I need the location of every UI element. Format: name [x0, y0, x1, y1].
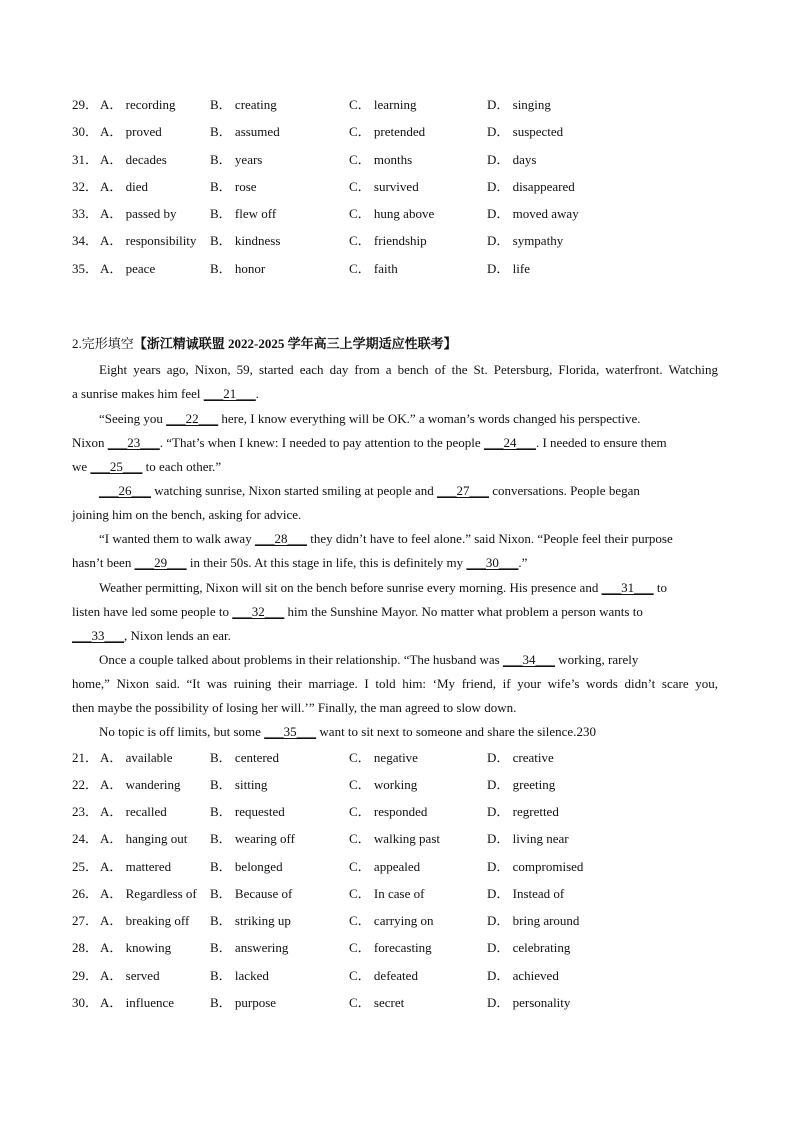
- option-a: A． responsibility: [100, 233, 197, 248]
- text: Nixon: [72, 435, 108, 450]
- option-d: D． singing: [487, 97, 551, 112]
- blank-27: ___27___: [436, 483, 489, 498]
- option-a: A． proved: [100, 124, 162, 139]
- passage-line: [72, 385, 722, 403]
- option-a: A． passed by: [100, 206, 177, 221]
- text: want to sit next to someone and share the silence.230: [316, 724, 596, 739]
- passage-line: [99, 579, 749, 597]
- passage-line: [99, 482, 749, 500]
- passage-line: [99, 651, 749, 669]
- blank-33: ___33___: [72, 628, 124, 643]
- passage-line: [72, 554, 722, 572]
- option-c: C． responded: [349, 804, 428, 819]
- option-b: B． lacked: [210, 968, 269, 983]
- text: Once a couple talked about problems in their relationship. “The husband was: [99, 652, 503, 667]
- passage-line: [99, 530, 749, 548]
- blank-31: ___31___: [601, 580, 654, 595]
- option-c: C． defeated: [349, 968, 418, 983]
- blank-21: ___21___: [203, 386, 256, 401]
- option-b: B． belonged: [210, 859, 283, 874]
- option-b: B． rose: [210, 179, 257, 194]
- option-c: C． negative: [349, 750, 418, 765]
- text: working, rarely: [554, 652, 639, 667]
- text: . “That’s when I knew: I needed to pay attention to the people: [159, 435, 484, 450]
- blank-29: ___29___: [134, 555, 187, 570]
- question-number: 22．: [72, 777, 99, 792]
- question-number: 32．: [72, 179, 99, 194]
- question-number: 29．: [72, 968, 99, 983]
- text: conversations. People began: [488, 483, 640, 498]
- option-d: D． days: [487, 152, 537, 167]
- blank-22: ___22___: [166, 411, 219, 426]
- option-b: B． honor: [210, 261, 266, 276]
- option-a: A． recording: [100, 97, 176, 112]
- blank-24: ___24___: [483, 435, 536, 450]
- option-a: A． decades: [100, 152, 167, 167]
- passage-line: then maybe the possibility of losing her will.’” Finally, the man agreed to slow down.: [72, 700, 517, 715]
- option-c: C． faith: [349, 261, 398, 276]
- option-b: B． sitting: [210, 777, 268, 792]
- question-number: 34．: [72, 233, 99, 248]
- text: . I needed to ensure them: [535, 435, 667, 450]
- passage-line: [72, 434, 722, 452]
- option-a: A． peace: [100, 261, 156, 276]
- text: to each other.”: [142, 459, 222, 474]
- option-d: D． living near: [487, 831, 569, 846]
- text: .”: [518, 555, 528, 570]
- blank-34: ___34___: [502, 652, 555, 667]
- option-c: C． In case of: [349, 886, 425, 901]
- option-d: D． moved away: [487, 206, 579, 221]
- option-b: B． purpose: [210, 995, 277, 1010]
- text: to: [653, 580, 667, 595]
- option-d: D． achieved: [487, 968, 559, 983]
- option-c: C． pretended: [349, 124, 426, 139]
- blank-28: ___28___: [254, 531, 307, 546]
- option-d: D． compromised: [487, 859, 584, 874]
- section-heading: [72, 335, 457, 353]
- blank-32: ___32___: [232, 604, 285, 619]
- option-b: B． requested: [210, 804, 285, 819]
- option-d: D． bring around: [487, 913, 580, 928]
- option-d: D． celebrating: [487, 940, 571, 955]
- text: they didn’t have to feel alone.” said Nixon. “People feel their purpose: [306, 531, 673, 546]
- option-c: C． months: [349, 152, 413, 167]
- blank-25: ___25___: [90, 459, 143, 474]
- option-a: A． wandering: [100, 777, 181, 792]
- option-c: C． walking past: [349, 831, 440, 846]
- question-number: 33．: [72, 206, 99, 221]
- option-a: A． served: [100, 968, 160, 983]
- option-a: A． died: [100, 179, 149, 194]
- text: .: [255, 386, 260, 401]
- option-d: D． suspected: [487, 124, 564, 139]
- text: watching sunrise, Nixon started smiling at people and: [151, 483, 437, 498]
- question-number: 24．: [72, 831, 99, 846]
- section-title: 2.完形填空: [72, 336, 134, 351]
- option-d: D． creative: [487, 750, 554, 765]
- question-number: 31．: [72, 152, 99, 167]
- blank-30: ___30___: [466, 555, 519, 570]
- option-a: A． recalled: [100, 804, 167, 819]
- option-d: D． Instead of: [487, 886, 565, 901]
- text: listen have led some people to: [72, 604, 233, 619]
- option-a: A． influence: [100, 995, 175, 1010]
- option-b: B． centered: [210, 750, 279, 765]
- question-number: 30．: [72, 124, 99, 139]
- text: a sunrise makes him feel: [72, 386, 204, 401]
- section-source: 【浙江精诚联盟 2022-2025 学年高三上学期适应性联考】: [133, 336, 457, 351]
- option-d: D． sympathy: [487, 233, 564, 248]
- passage-line: [72, 603, 722, 621]
- option-a: A． knowing: [100, 940, 172, 955]
- option-c: C． forecasting: [349, 940, 432, 955]
- passage-line: [72, 458, 722, 476]
- passage-line: [99, 410, 749, 428]
- question-number: 23．: [72, 804, 99, 819]
- text: “I wanted them to walk away: [99, 531, 255, 546]
- option-d: D． life: [487, 261, 530, 276]
- question-number: 21．: [72, 750, 99, 765]
- option-b: B． flew off: [210, 206, 277, 221]
- question-number: 26．: [72, 886, 99, 901]
- option-a: A． Regardless of: [100, 886, 197, 901]
- text: hasn’t been: [72, 555, 135, 570]
- text: we: [72, 459, 91, 474]
- question-number: 28．: [72, 940, 99, 955]
- option-d: D． disappeared: [487, 179, 575, 194]
- option-c: C． appealed: [349, 859, 421, 874]
- question-number: 27．: [72, 913, 99, 928]
- question-number: 29．: [72, 97, 99, 112]
- option-a: A． breaking off: [100, 913, 190, 928]
- option-a: A． available: [100, 750, 173, 765]
- text: “Seeing you: [99, 411, 167, 426]
- option-a: A． mattered: [100, 859, 172, 874]
- option-c: C． secret: [349, 995, 405, 1010]
- question-number: 30．: [72, 995, 99, 1010]
- text: here, I know everything will be OK.” a woman’s words changed his perspective.: [218, 411, 641, 426]
- passage-line: home,” Nixon said. “It was ruining their marriage. I told him: ‘My friend, if your wife’s words didn’t scare you,: [72, 676, 718, 691]
- blank-35: ___35___: [264, 724, 317, 739]
- option-b: B． years: [210, 152, 263, 167]
- option-b: B． striking up: [210, 913, 291, 928]
- question-number: 35．: [72, 261, 99, 276]
- option-c: C． friendship: [349, 233, 427, 248]
- option-b: B． assumed: [210, 124, 280, 139]
- text: No topic is off limits, but some: [99, 724, 265, 739]
- option-c: C． hung above: [349, 206, 435, 221]
- text: in their 50s. At this stage in life, this is definitely my: [186, 555, 467, 570]
- option-c: C． survived: [349, 179, 419, 194]
- passage-line: [99, 723, 749, 741]
- blank-26: ___26___: [99, 483, 151, 498]
- text: him the Sunshine Mayor. No matter what problem a person wants to: [284, 604, 643, 619]
- option-c: C． learning: [349, 97, 417, 112]
- option-b: B． creating: [210, 97, 277, 112]
- option-c: C． working: [349, 777, 418, 792]
- passage-line: Eight years ago, Nixon, 59, started each day from a bench of the St. Petersburg, Florida, waterfront. Watching: [99, 362, 718, 377]
- passage-line: [72, 627, 722, 645]
- option-c: C． carrying on: [349, 913, 434, 928]
- option-b: B． kindness: [210, 233, 281, 248]
- option-d: D． regretted: [487, 804, 559, 819]
- text: Weather permitting, Nixon will sit on the bench before sunrise every morning. His presence and: [99, 580, 602, 595]
- option-b: B． answering: [210, 940, 289, 955]
- question-number: 25．: [72, 859, 99, 874]
- option-a: A． hanging out: [100, 831, 188, 846]
- option-b: B． Because of: [210, 886, 293, 901]
- blank-23: ___23___: [107, 435, 160, 450]
- option-d: D． greeting: [487, 777, 556, 792]
- text: , Nixon lends an ear.: [124, 628, 231, 643]
- option-b: B． wearing off: [210, 831, 295, 846]
- option-d: D． personality: [487, 995, 571, 1010]
- passage-line: joining him on the bench, asking for advice.: [72, 507, 302, 522]
